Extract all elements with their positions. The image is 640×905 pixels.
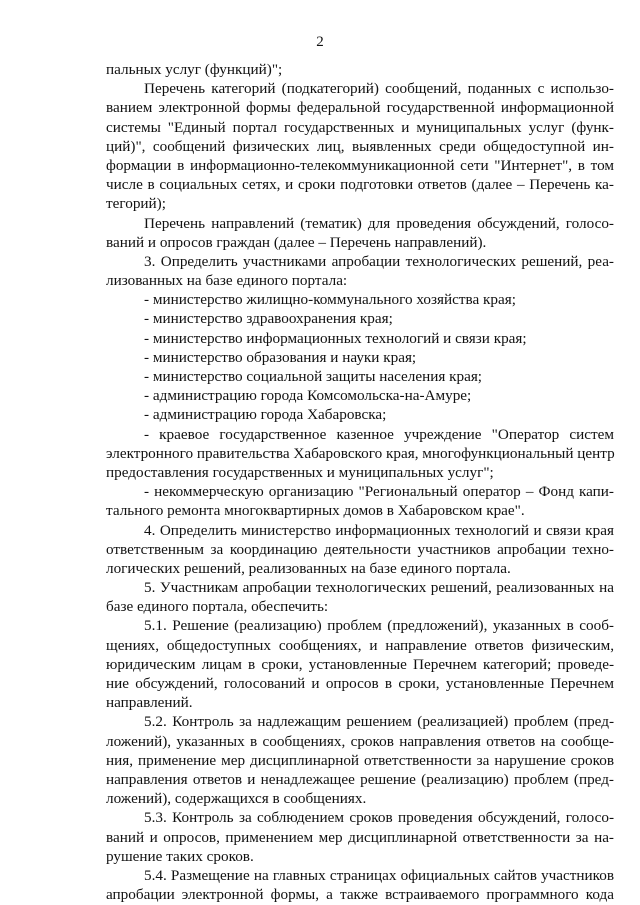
text-line: ваний и опросов, применением мер дисциплинарной ответственности за на-	[106, 828, 614, 846]
text-line: ответственным за координацию деятельности участников апробации техно-	[106, 540, 614, 558]
text-line: - администрацию города Хабаровска;	[144, 406, 387, 424]
text-line: 4. Определить министерство информационных технологий и связи края	[144, 521, 614, 539]
text-line: 5.1. Решение (реализацию) проблем (предложений), указанных в сооб-	[144, 617, 614, 635]
text-line: 5.4. Размещение на главных страницах официальных сайтов участников	[144, 866, 614, 884]
text-line: 5.2. Контроль за надлежащим решением (реализацией) проблем (пред-	[144, 713, 614, 731]
text-line: ложений), содержащихся в сообщениях.	[106, 790, 367, 808]
text-line: - министерство социальной защиты населения края;	[144, 368, 483, 385]
text-line: формации в информационно-телекоммуникационной сети "Интернет", в том	[106, 156, 614, 174]
text-line: ния, применение мер дисциплинарной ответственности за нарушение сроков	[106, 751, 614, 769]
text-line: рушение таких сроков.	[106, 847, 254, 865]
text-line: ций)", сообщений физических лиц, выявленных среди общедоступной ин-	[106, 137, 614, 155]
text-line: лизованных на базе единого портала:	[106, 272, 348, 290]
text-line: щениях, общедоступных сообщениях, и направление ответов физическим,	[106, 636, 614, 654]
text-line: - некоммерческую организацию "Региональный оператор – Фонд капи-	[144, 483, 614, 501]
text-line: предоставления государственных и муниципальных услуг";	[106, 463, 494, 481]
text-line: - администрацию города Комсомольска-на-Амуре;	[144, 387, 472, 405]
page-number: 2	[316, 34, 324, 50]
text-line: Перечень направлений (тематик) для проведения обсуждений, голосо-	[144, 214, 614, 232]
text-line: ложений), указанных в сообщениях, сроков направления ответов на сообще-	[106, 732, 614, 750]
text-line: 3. Определить участниками апробации технологических решений, реа-	[144, 252, 614, 270]
text-line: тального ремонта многоквартирных домов в Хабаровском крае".	[106, 502, 525, 520]
text-line: электронного правительства Хабаровского края, многофункциональный центр	[106, 444, 615, 462]
text-line: направлений.	[106, 694, 193, 712]
text-line: - министерство информационных технологий и связи края;	[144, 329, 527, 347]
text-line: - краевое государственное казенное учреждение "Оператор систем	[144, 425, 614, 443]
text-line: ваний и опросов граждан (далее – Перечень направлений).	[106, 233, 487, 251]
text-line: тегорий);	[106, 195, 166, 213]
document-body	[106, 60, 614, 904]
text-line: логических решений, реализованных на базе единого портала.	[106, 559, 511, 577]
text-line: системы "Единый портал государственных и муниципальных услуг (функ-	[106, 118, 614, 136]
text-line: направления ответов и ненадлежащее решение (реализацию) проблем (пред-	[106, 770, 614, 788]
text-line: базе единого портала, обеспечить:	[106, 598, 329, 616]
text-line: пальных услуг (функций)";	[106, 61, 283, 78]
text-line: юридическим лицам в сроки, установленные Перечнем категорий; проведе-	[106, 655, 614, 673]
text-line: Перечень категорий (подкатегорий) сообщений, поданных с использо-	[144, 80, 614, 98]
text-line: 5. Участникам апробации технологических решений, реализованных на	[144, 579, 614, 597]
text-line: - министерство жилищно-коммунального хозяйства края;	[144, 291, 516, 309]
text-line: - министерство образования и науки края;	[144, 348, 417, 366]
text-line: - министерство здравоохранения края;	[144, 310, 393, 328]
text-line: апробации электронной формы, а также встраиваемого программного кода	[106, 886, 614, 904]
text-line: ние обсуждений, голосований и опросов в сроки, установленные Перечнем	[106, 675, 614, 692]
text-line: ванием электронной формы федеральной государственной информационной	[106, 99, 614, 117]
text-line: 5.3. Контроль за соблюдением сроков проведения обсуждений, голосо-	[144, 809, 614, 827]
text-line: числе в социальных сетях, и сроки подготовки ответов (далее – Перечень ка-	[106, 176, 614, 194]
